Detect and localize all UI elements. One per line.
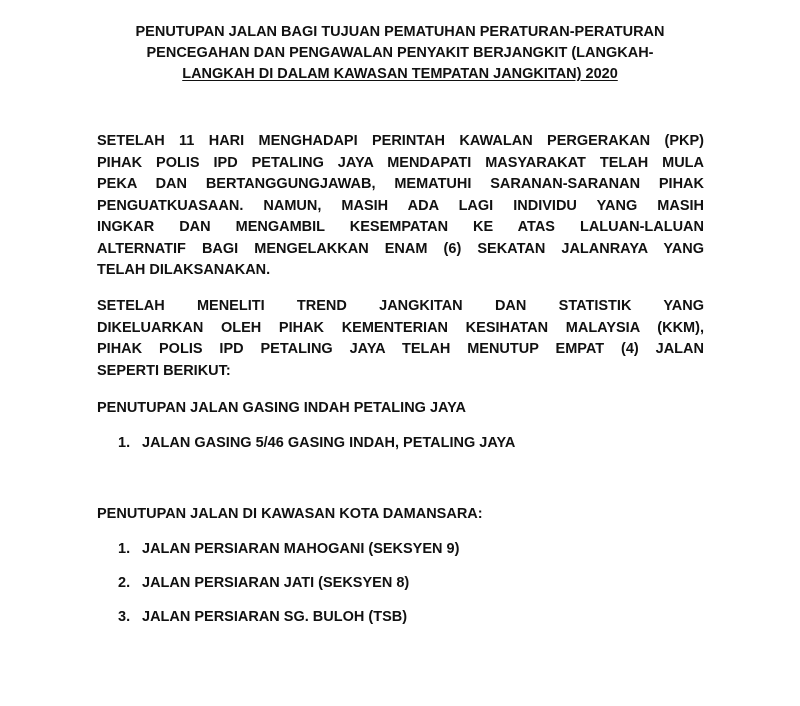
list-item [118,573,409,593]
paragraph-line: PIHAK POLIS IPD PETALING JAYA TELAH MENUTUP EMPAT (4) JALAN [97,341,704,357]
paragraph-line: INGKAR DAN MENGAMBIL KESEMPATAN KE ATAS LALUAN-LALUAN [97,219,704,235]
paragraph-line: ALTERNATIF BAGI MENGELAKKAN ENAM (6) SEKATAN JALANRAYA YANG [97,240,704,257]
paragraph-line: PENGUATKUASAAN. NAMUN, MASIH ADA LAGI INDIVIDU YANG MASIH [97,197,704,214]
list-item-text: JALAN GASING 5/46 GASING INDAH, PETALING JAYA [142,435,516,451]
document-title [70,22,730,85]
list-item-number: 1. [118,435,131,451]
paragraph-line: SETELAH 11 HARI MENGHADAPI PERINTAH KAWALAN PERGERAKAN (PKP) [97,133,704,149]
list-item-text: JALAN PERSIARAN MAHOGANI (SEKSYEN 9) [142,541,460,557]
list-item [118,433,515,453]
paragraph-line: SETELAH MENELITI TREND JANGKITAN DAN STATISTIK YANG [97,298,704,314]
title-line-3: LANGKAH DI DALAM KAWASAN TEMPATAN JANGKITAN) 2020 [182,66,618,82]
paragraph-line: TELAH DILAKSANAKAN. [97,262,271,278]
list-item [118,607,407,627]
list-item-number: 3. [118,609,131,625]
section-heading-gasing-indah: PENUTUPAN JALAN GASING INDAH PETALING JAYA [97,400,466,416]
section-heading-kota-damansara: PENUTUPAN JALAN DI KAWASAN KOTA DAMANSARA: [97,506,483,522]
paragraph-line: PIHAK POLIS IPD PETALING JAYA MENDAPATI MASYARAKAT TELAH MULA [97,154,704,171]
list-item-text: JALAN PERSIARAN JATI (SEKSYEN 8) [142,575,410,591]
list-item-number: 1. [118,541,131,557]
list-item-number: 2. [118,575,131,591]
paragraph-line: PEKA DAN BERTANGGUNGJAWAB, MEMATUHI SARANAN-SARANAN PIHAK [97,176,704,192]
paragraph-line: SEPERTI BERIKUT: [97,362,231,379]
paragraph-road-closures [97,296,704,382]
paragraph-line: DIKELUARKAN OLEH PIHAK KEMENTERIAN KESIHATAN MALAYSIA (KKM), [97,319,704,336]
paragraph-pkp-status [97,131,704,282]
list-item [118,539,459,559]
title-line-2: PENCEGAHAN DAN PENGAWALAN PENYAKIT BERJANGKIT (LANGKAH- [146,45,654,61]
list-item-text: JALAN PERSIARAN SG. BULOH (TSB) [142,609,408,625]
title-line-1: PENUTUPAN JALAN BAGI TUJUAN PEMATUHAN PERATURAN-PERATURAN [135,24,665,40]
